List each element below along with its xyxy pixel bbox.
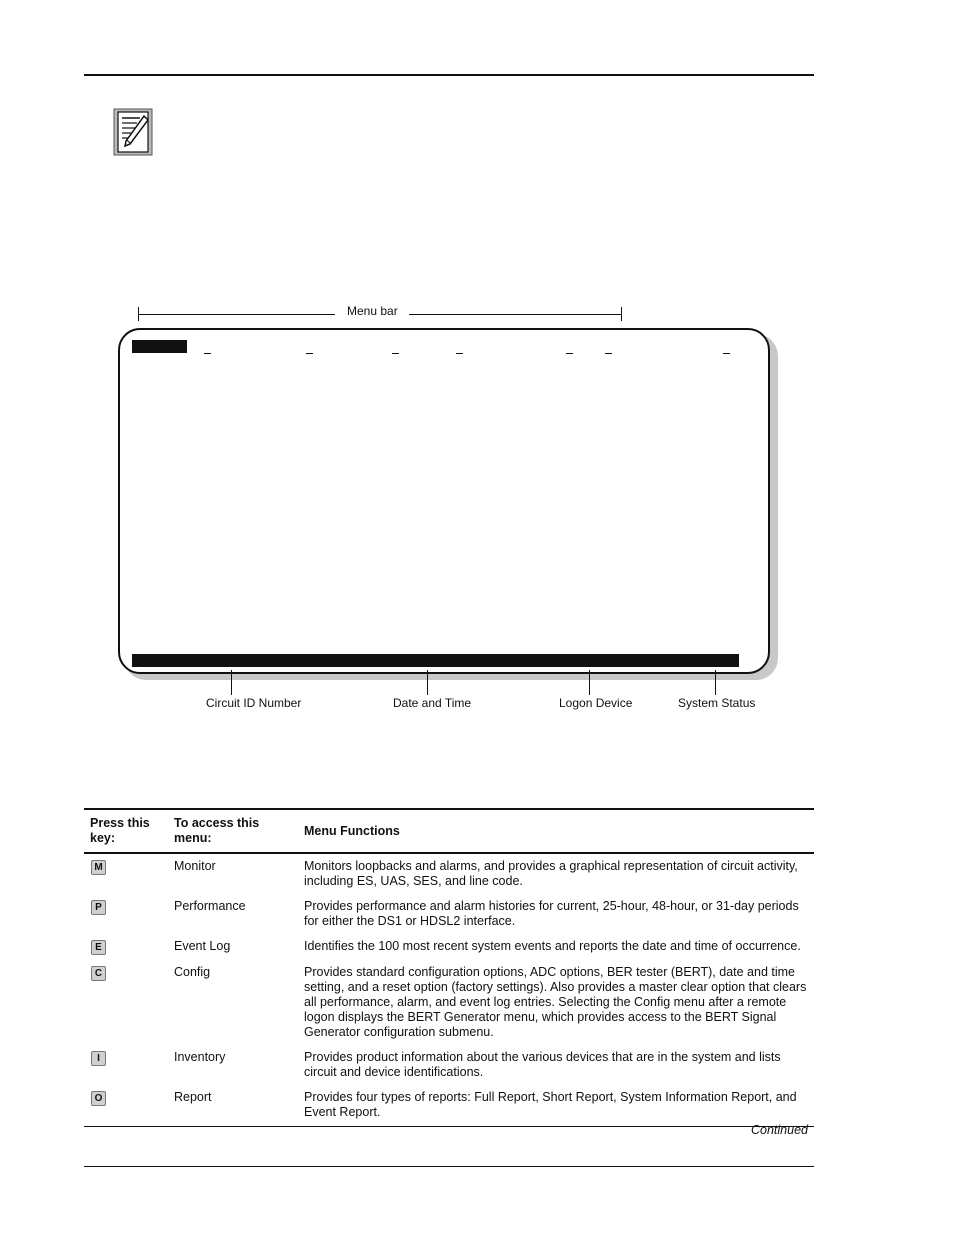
menu-name: Inventory (174, 1050, 226, 1064)
menu-item-marker (392, 353, 399, 354)
table-row (84, 1085, 814, 1127)
callout-line-circuit-id (231, 670, 232, 695)
menu-functions: Provides four types of reports: Full Report, Short Report, System Information Report, and Event Report. (298, 1085, 814, 1127)
menu-name: Monitor (174, 859, 216, 873)
menu-item-marker (456, 353, 463, 354)
header-key: Press this key: (84, 809, 168, 853)
menu-name: Event Log (174, 939, 231, 953)
menu-item-marker (723, 353, 730, 354)
footer-rule (84, 1166, 814, 1167)
menu-item-marker (306, 353, 313, 354)
callout-line-date-time (427, 670, 428, 695)
table-row (84, 894, 814, 934)
header-menu: To access this menu: (168, 809, 298, 853)
table-row (84, 934, 814, 960)
callout-line-system-status (715, 670, 716, 695)
keycap-i: I (91, 1051, 106, 1066)
continued-label: Continued (751, 1123, 808, 1137)
menu-functions: Provides standard configuration options, ADC options, BER tester (BERT), date and time setting, and a reset option (factory settings). Also provides a master clear option that clears all performance, alarm, and event log entries. Selecting the Config menu after a remote logon displays the BERT Generator menu, which provides access to the BERT Signal Generator configuration submenu. (304, 965, 807, 1039)
keycap-c: C (91, 966, 106, 981)
table-row (84, 1045, 814, 1085)
menubar-bracket-line-left (138, 314, 335, 315)
keycap-m: M (91, 860, 106, 875)
menu-keys-table (84, 808, 814, 1127)
callout-system-status: System Status (678, 696, 756, 710)
menu-item-marker (566, 353, 573, 354)
header-rule (84, 74, 814, 76)
terminal-screen (118, 328, 770, 674)
keycap-e: E (91, 940, 106, 955)
callout-date-time: Date and Time (393, 696, 472, 710)
menubar-label: Menu bar (347, 304, 398, 318)
callout-line-logon-device (589, 670, 590, 695)
menu-functions: Identifies the 100 most recent system events and reports the date and time of occurrence. (304, 939, 801, 953)
menu-item-marker (204, 353, 211, 354)
callout-logon-device: Logon Device (559, 696, 633, 710)
menu-name: Performance (174, 899, 246, 913)
menu-item-marker (605, 353, 612, 354)
menu-functions: Provides performance and alarm histories for current, 25-hour, 48-hour, or 31-day periods for either the DS1 or HDSL2 interface. (304, 899, 799, 928)
menu-functions: Provides product information about the various devices that are in the system and lists circuit and device identifications. (304, 1050, 781, 1079)
header-functions: Menu Functions (298, 809, 814, 853)
menu-name: Report (168, 1085, 298, 1127)
table-row (84, 960, 814, 1045)
note-pencil-icon (113, 108, 153, 156)
table-row (84, 853, 814, 894)
table-header-row (84, 809, 814, 853)
callout-circuit-id: Circuit ID Number (206, 696, 302, 710)
menu-bar-highlight (132, 340, 187, 353)
menu-name: Config (174, 965, 211, 979)
keycap-o: O (91, 1091, 106, 1106)
menubar-bracket-right (621, 307, 622, 321)
keycap-p: P (91, 900, 106, 915)
status-bar (132, 654, 739, 667)
menu-functions: Monitors loopbacks and alarms, and provides a graphical representation of circuit activity, including ES, UAS, SES, and line code. (304, 859, 798, 888)
menubar-bracket-line-right (409, 314, 622, 315)
